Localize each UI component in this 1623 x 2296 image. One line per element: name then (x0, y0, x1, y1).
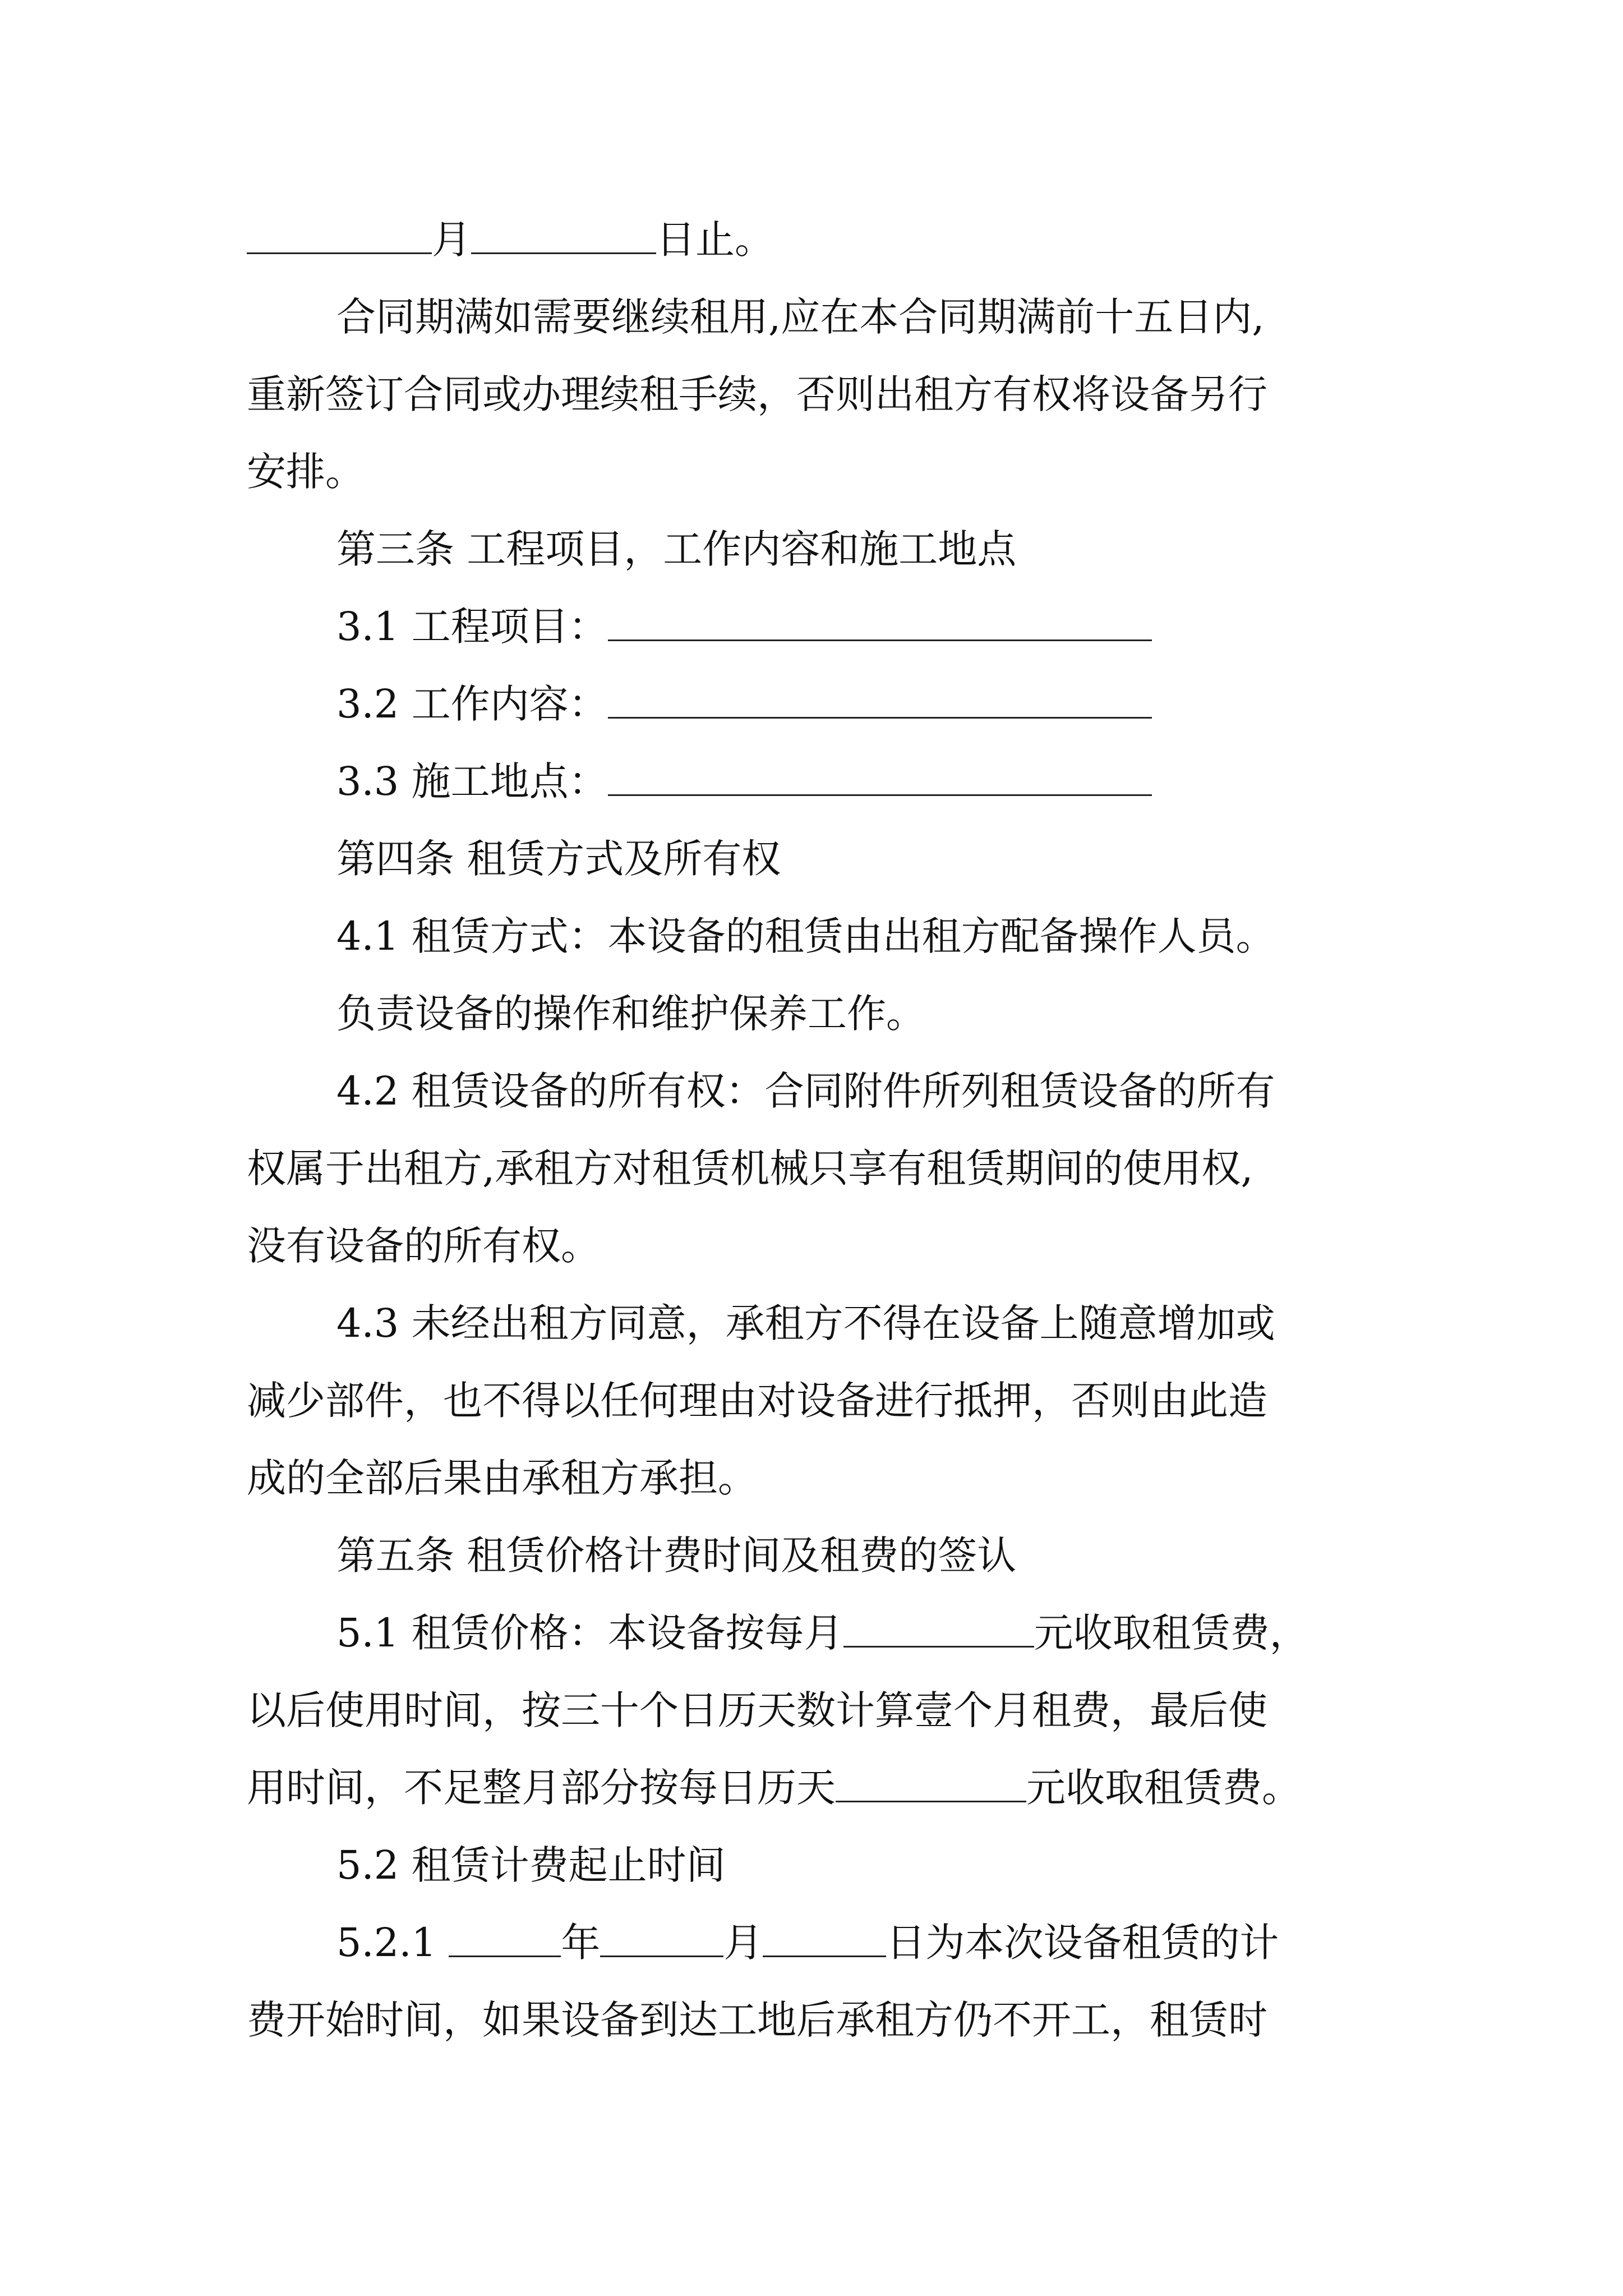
text-line-4: 安排。 (247, 449, 365, 495)
section-heading-4: 第四条 租赁方式及所有权 (336, 836, 781, 882)
text-line-16: 减少部件，也不得以任何理由对设备进行抵押，否则由此造 (247, 1378, 1267, 1424)
blank-start-year (449, 1916, 561, 1957)
text-line-17: 成的全部后果由承租方承担。 (247, 1455, 757, 1501)
text-line-3: 重新签订合同或办理续租手续，否则出租方有权将设备另行 (247, 371, 1267, 417)
blank-start-month (600, 1916, 723, 1957)
blank-month (247, 213, 432, 254)
section-heading-5: 第五条 租赁价格计费时间及租费的签认 (336, 1533, 1017, 1579)
text-line-11: 负责设备的操作和维护保养工作。 (336, 991, 925, 1037)
text-line-20: 以后使用时间，按三十个日历天数计算壹个月租费，最后使 (247, 1687, 1267, 1733)
text-line-14: 没有设备的所有权。 (247, 1223, 600, 1269)
text-line-23: 5.2.1 年 月 日为本次设备租赁的计 (336, 1912, 1279, 1973)
text-line-19: 5.1 租赁价格：本设备按每月 元收取租赁费， (336, 1602, 1309, 1664)
text-line-15: 4.3 未经出租方同意，承租方不得在设备上随意增加或 (336, 1300, 1275, 1346)
text-line-24: 费开始时间，如果设备到达工地后承租方仍不开工，租赁时 (247, 1997, 1267, 2043)
text-line-13: 权属于出租方,承租方对租赁机械只享有租赁期间的使用权, (247, 1145, 1253, 1191)
blank-monthly-price (843, 1607, 1034, 1648)
field-project: 3.1 工程项目： (336, 596, 1152, 657)
blank-work-content (608, 678, 1152, 719)
text-line-10: 4.1 租赁方式：本设备的租赁由出租方配备操作人员。 (336, 913, 1275, 959)
field-work-content: 3.2 工作内容： (336, 673, 1152, 735)
blank-start-day (763, 1916, 886, 1957)
text-line-2: 合同期满如需要继续租用,应在本合同期满前十五日内, (336, 294, 1265, 340)
text-line-21: 用时间，不足整月部分按每日历天 元收取租赁费。 (247, 1757, 1301, 1819)
blank-site (608, 755, 1152, 796)
blank-day (471, 213, 656, 254)
text-line-12: 4.2 租赁设备的所有权：合同附件所列租赁设备的所有 (336, 1068, 1275, 1114)
section-heading-3: 第三条 工程项目，工作内容和施工地点 (336, 526, 1017, 572)
text-line-1: 月 日止。 (247, 209, 774, 270)
text-line-22: 5.2 租赁计费起止时间 (336, 1842, 726, 1888)
blank-daily-price (836, 1761, 1026, 1802)
field-site: 3.3 施工地点： (336, 751, 1152, 812)
blank-project (608, 600, 1152, 641)
